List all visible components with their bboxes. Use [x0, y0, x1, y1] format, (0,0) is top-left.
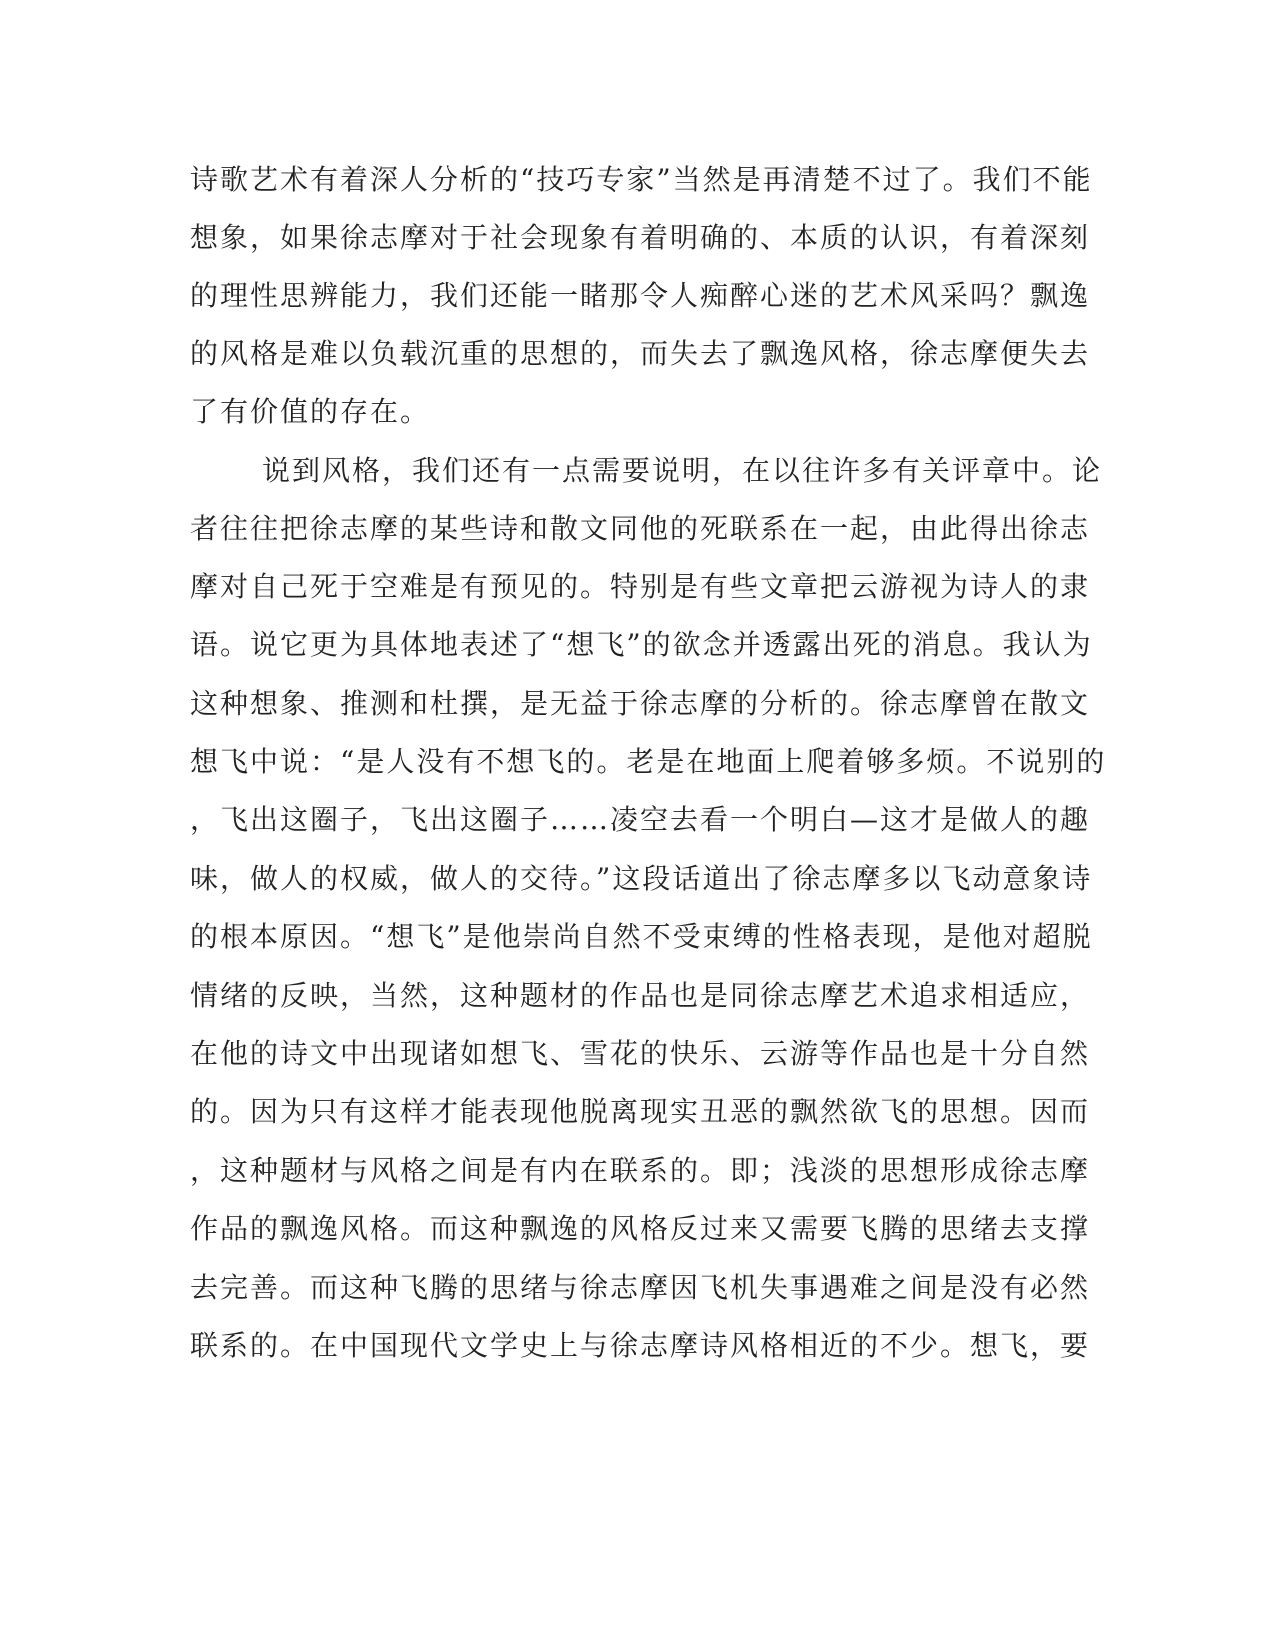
text-line-21: 联系的。在中国现代文学史上与徐志摩诗风格相近的不少。想飞，要	[190, 1329, 1091, 1362]
text-line-13: 味，做人的权威，做人的交待。”这段话道出了徐志摩多以飞动意象诗	[190, 862, 1093, 895]
text-line-10: 这种想象、推测和杜撰，是无益于徐志摩的分析的。徐志摩曾在散文	[190, 687, 1091, 720]
text-line-12: ，飞出这圈子，飞出这圈子……凌空去看一个明白—这才是做人的趣	[190, 803, 1091, 836]
text-line-1: 诗歌艺术有着深人分析的“技巧专家”当然是再清楚不过了。我们不能	[190, 163, 1093, 196]
text-line-5: 了有价值的存在。	[190, 395, 431, 428]
text-line-11: 想飞中说：“是人没有不想飞的。老是在地面上爬着够多烦。不说别的	[190, 745, 1107, 778]
text-line-15: 情绪的反映，当然，这种题材的作品也是同徐志摩艺术追求相适应，	[190, 979, 1091, 1012]
text-line-3: 的理性思辨能力，我们还能一睹那令人痴醉心迷的艺术风采吗？飘逸	[190, 279, 1091, 312]
text-line-17: 的。因为只有这样才能表现他脱离现实丑恶的飘然欲飞的思想。因而	[190, 1095, 1091, 1128]
text-line-7: 者往往把徐志摩的某些诗和散文同他的死联系在一起，由此得出徐志	[190, 512, 1091, 545]
text-line-4: 的风格是难以负载沉重的思想的，而失去了飘逸风格，徐志摩便失去	[190, 337, 1091, 370]
text-line-9: 语。说它更为具体地表述了“想飞”的欲念并透露出死的消息。我认为	[190, 628, 1093, 661]
text-line-20: 去完善。而这种飞腾的思绪与徐志摩因飞机失事遇难之间是没有必然	[190, 1271, 1091, 1304]
text-line-2: 想象，如果徐志摩对于社会现象有着明确的、本质的认识，有着深刻	[190, 221, 1091, 254]
text-line-14: 的根本原因。“想飞”是他崇尚自然不受束缚的性格表现，是他对超脱	[190, 920, 1093, 953]
text-line-6: 说到风格，我们还有一点需要说明，在以往许多有关评章中。论	[262, 454, 1103, 487]
text-line-16: 在他的诗文中出现诸如想飞、雪花的快乐、云游等作品也是十分自然	[190, 1037, 1091, 1070]
text-line-19: 作品的飘逸风格。而这种飘逸的风格反过来又需要飞腾的思绪去支撑	[190, 1212, 1091, 1245]
text-line-18: ，这种题材与风格之间是有内在联系的。即；浅淡的思想形成徐志摩	[190, 1154, 1091, 1187]
text-line-8: 摩对自己死于空难是有预见的。特别是有些文章把云游视为诗人的隶	[190, 570, 1091, 603]
